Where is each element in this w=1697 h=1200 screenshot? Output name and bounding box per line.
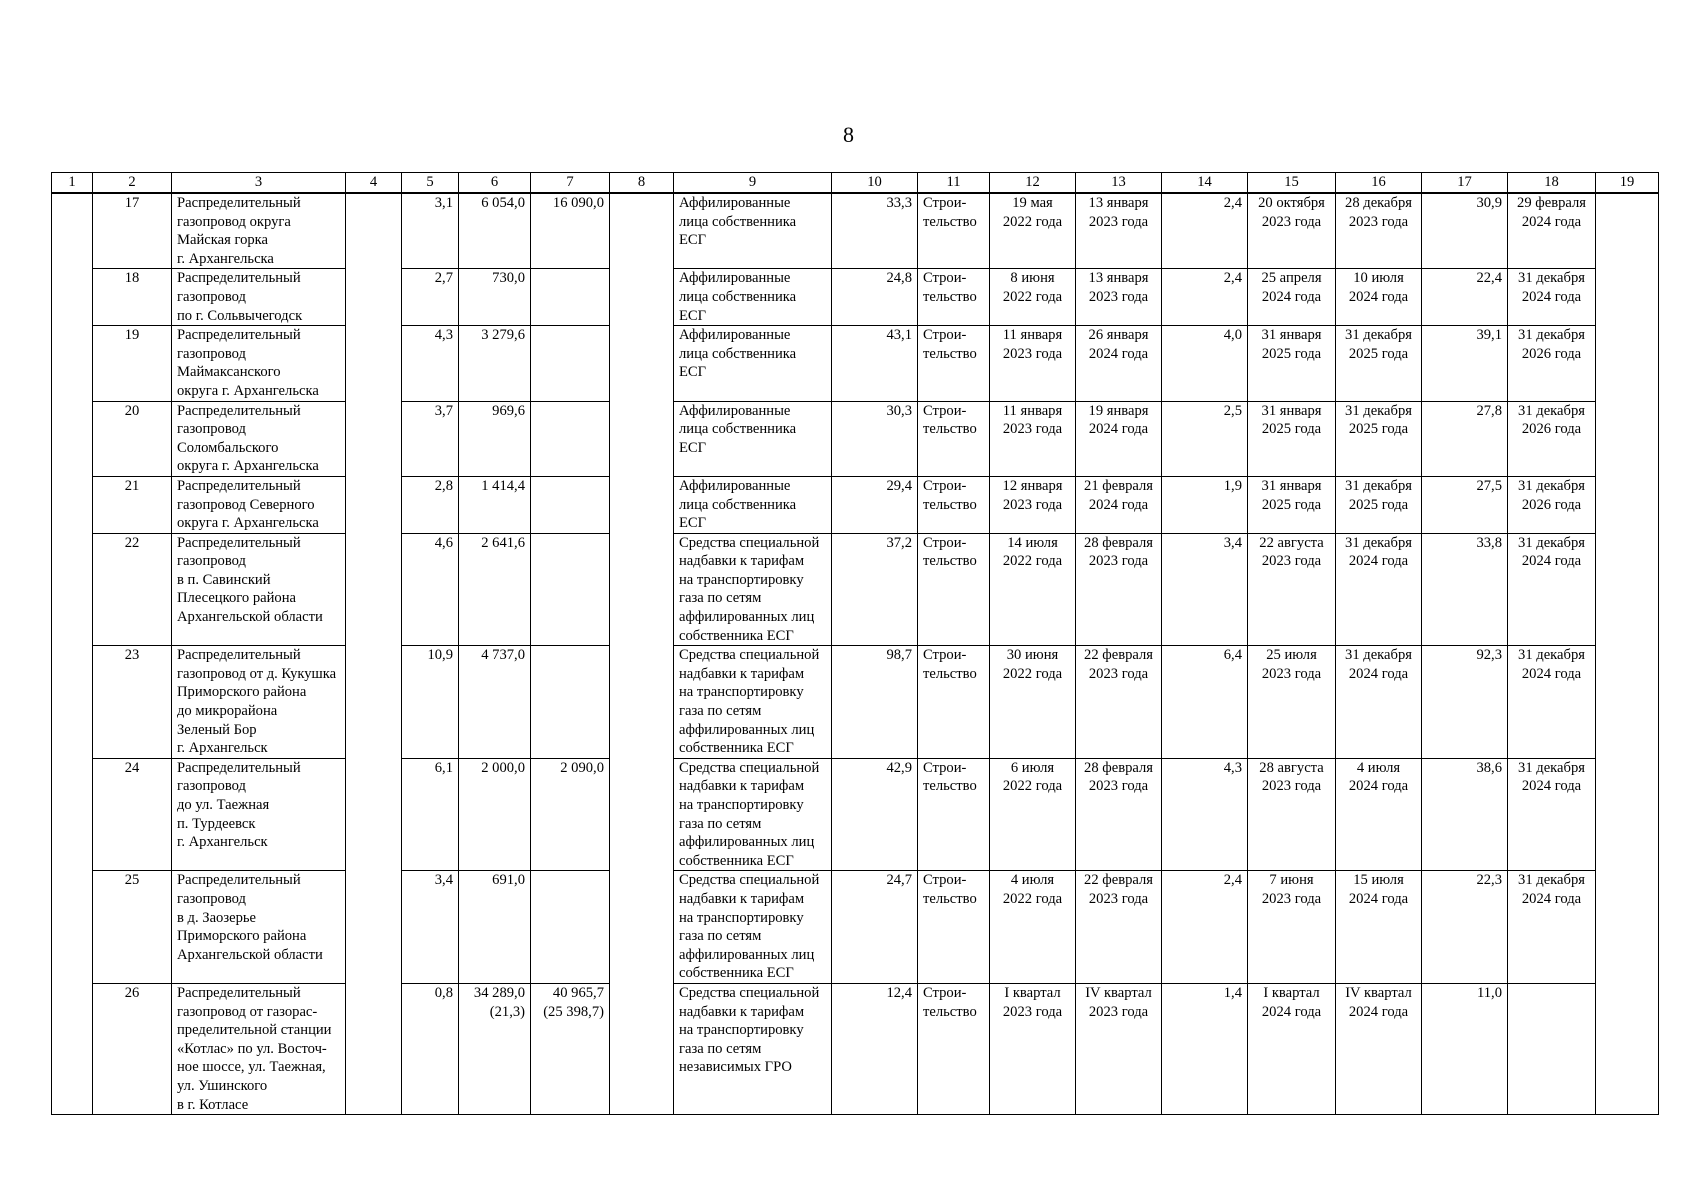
cell-col-10: 29,4 (832, 476, 918, 533)
column-header-19: 19 (1596, 173, 1659, 194)
column-header-12: 12 (990, 173, 1076, 194)
cell-col-18: 31 декабря 2024 года (1508, 533, 1596, 646)
cell-col-16: 28 декабря 2023 года (1336, 193, 1422, 269)
cell-col-14: 2,4 (1162, 269, 1248, 326)
table-row (52, 401, 1659, 476)
cell-col-16: 31 декабря 2024 года (1336, 533, 1422, 646)
cell-col-2: 18 (93, 269, 172, 326)
cell-col-2: 25 (93, 871, 172, 984)
cell-col-15: 7 июня 2023 года (1248, 871, 1336, 984)
cell-col-10: 42,9 (832, 758, 918, 871)
cell-col-14: 2,5 (1162, 401, 1248, 476)
cell-col-9: Аффилированные лица собственника ЕСГ (674, 476, 832, 533)
column-header-2: 2 (93, 173, 172, 194)
column-header-9: 9 (674, 173, 832, 194)
cell-col-10: 12,4 (832, 983, 918, 1114)
column-header-11: 11 (918, 173, 990, 194)
table-row (52, 193, 1659, 269)
cell-col-2: 26 (93, 983, 172, 1114)
column-header-7: 7 (531, 173, 610, 194)
cell-col-15: 31 января 2025 года (1248, 476, 1336, 533)
table-row (52, 269, 1659, 326)
cell-col-7: 16 090,0 (531, 193, 610, 269)
cell-col-3: Распределительный газопровод до ул. Таежная п. Турдеевск г. Архангельск (172, 758, 346, 871)
cell-col-9: Средства специальной надбавки к тарифам на транспортировку газа по сетям аффилированных лиц собственника ЕСГ (674, 646, 832, 759)
cell-col-7 (531, 871, 610, 984)
cell-col-10: 98,7 (832, 646, 918, 759)
cell-col-13: 13 января 2023 года (1076, 193, 1162, 269)
cell-col-3: Распределительный газопровод Северного округа г. Архангельска (172, 476, 346, 533)
cell-col-12: 11 января 2023 года (990, 401, 1076, 476)
cell-col-17: 33,8 (1422, 533, 1508, 646)
cell-col-14: 1,9 (1162, 476, 1248, 533)
cell-col-13: 22 февраля 2023 года (1076, 871, 1162, 984)
cell-col-16: 31 декабря 2025 года (1336, 326, 1422, 401)
cell-col-6: 969,6 (459, 401, 531, 476)
cell-col-6: 34 289,0 (21,3) (459, 983, 531, 1114)
cell-col-18: 31 декабря 2026 года (1508, 476, 1596, 533)
cell-col-18: 31 декабря 2024 года (1508, 646, 1596, 759)
cell-col-15: I квартал 2024 года (1248, 983, 1336, 1114)
column-header-14: 14 (1162, 173, 1248, 194)
column-4-empty-cell (346, 193, 402, 1115)
cell-col-7 (531, 646, 610, 759)
column-number-header-row (52, 173, 1659, 194)
cell-col-15: 20 октября 2023 года (1248, 193, 1336, 269)
cell-col-13: 13 января 2023 года (1076, 269, 1162, 326)
column-header-3: 3 (172, 173, 346, 194)
cell-col-17: 39,1 (1422, 326, 1508, 401)
cell-col-11: Строи- тельство (918, 269, 990, 326)
cell-col-18: 29 февраля 2024 года (1508, 193, 1596, 269)
cell-col-7 (531, 269, 610, 326)
column-header-15: 15 (1248, 173, 1336, 194)
cell-col-11: Строи- тельство (918, 646, 990, 759)
cell-col-10: 24,7 (832, 871, 918, 984)
cell-col-10: 24,8 (832, 269, 918, 326)
page-number: 8 (843, 122, 854, 147)
cell-col-3: Распределительный газопровод от д. Кукушка Приморского района до микрорайона Зеленый Бор г. Архангельск (172, 646, 346, 759)
cell-col-17: 92,3 (1422, 646, 1508, 759)
cell-col-18: 31 декабря 2024 года (1508, 758, 1596, 871)
cell-col-5: 2,7 (402, 269, 459, 326)
cell-col-12: 30 июня 2022 года (990, 646, 1076, 759)
table-row (52, 983, 1659, 1114)
cell-col-11: Строи- тельство (918, 758, 990, 871)
cell-col-12: 19 мая 2022 года (990, 193, 1076, 269)
cell-col-18 (1508, 983, 1596, 1114)
cell-col-17: 38,6 (1422, 758, 1508, 871)
cell-col-14: 2,4 (1162, 193, 1248, 269)
cell-col-14: 6,4 (1162, 646, 1248, 759)
cell-col-15: 22 августа 2023 года (1248, 533, 1336, 646)
table-row (52, 476, 1659, 533)
cell-col-10: 33,3 (832, 193, 918, 269)
cell-col-12: 14 июля 2022 года (990, 533, 1076, 646)
cell-col-5: 10,9 (402, 646, 459, 759)
cell-col-14: 4,3 (1162, 758, 1248, 871)
cell-col-12: 11 января 2023 года (990, 326, 1076, 401)
cell-col-6: 691,0 (459, 871, 531, 984)
cell-col-13: 22 февраля 2023 года (1076, 646, 1162, 759)
cell-col-7: 2 090,0 (531, 758, 610, 871)
table-row (52, 533, 1659, 646)
cell-col-3: Распределительный газопровод округа Майская горка г. Архангельска (172, 193, 346, 269)
cell-col-18: 31 декабря 2024 года (1508, 871, 1596, 984)
cell-col-6: 6 054,0 (459, 193, 531, 269)
cell-col-15: 25 апреля 2024 года (1248, 269, 1336, 326)
cell-col-16: 31 декабря 2025 года (1336, 401, 1422, 476)
table-row (52, 871, 1659, 984)
column-8-empty-cell (610, 193, 674, 1115)
column-header-5: 5 (402, 173, 459, 194)
cell-col-16: IV квартал 2024 года (1336, 983, 1422, 1114)
cell-col-11: Строи- тельство (918, 533, 990, 646)
cell-col-14: 1,4 (1162, 983, 1248, 1114)
column-1-empty-cell (52, 193, 93, 1115)
cell-col-10: 37,2 (832, 533, 918, 646)
cell-col-2: 24 (93, 758, 172, 871)
cell-col-9: Аффилированные лица собственника ЕСГ (674, 326, 832, 401)
cell-col-6: 730,0 (459, 269, 531, 326)
cell-col-7 (531, 533, 610, 646)
cell-col-6: 2 000,0 (459, 758, 531, 871)
cell-col-9: Средства специальной надбавки к тарифам на транспортировку газа по сетям независимых ГРО (674, 983, 832, 1114)
column-19-empty-cell (1596, 193, 1659, 1115)
cell-col-12: 6 июля 2022 года (990, 758, 1076, 871)
cell-col-5: 4,3 (402, 326, 459, 401)
cell-col-18: 31 декабря 2026 года (1508, 326, 1596, 401)
table-row (52, 646, 1659, 759)
cell-col-9: Аффилированные лица собственника ЕСГ (674, 401, 832, 476)
cell-col-15: 31 января 2025 года (1248, 326, 1336, 401)
cell-col-16: 4 июля 2024 года (1336, 758, 1422, 871)
cell-col-3: Распределительный газопровод от газорас- пределительной станции «Котлас» по ул. Восточ- ное шоссе, ул. Таежная, ул. Ушинского в г. Котласе (172, 983, 346, 1114)
cell-col-11: Строи- тельство (918, 401, 990, 476)
cell-col-12: I квартал 2023 года (990, 983, 1076, 1114)
cell-col-3: Распределительный газопровод Соломбальского округа г. Архангельска (172, 401, 346, 476)
cell-col-17: 22,3 (1422, 871, 1508, 984)
cell-col-5: 4,6 (402, 533, 459, 646)
cell-col-3: Распределительный газопровод в п. Савинский Плесецкого района Архангельской области (172, 533, 346, 646)
cell-col-18: 31 декабря 2024 года (1508, 269, 1596, 326)
cell-col-6: 1 414,4 (459, 476, 531, 533)
projects-table (51, 172, 1659, 1115)
cell-col-11: Строи- тельство (918, 326, 990, 401)
cell-col-9: Аффилированные лица собственника ЕСГ (674, 193, 832, 269)
cell-col-3: Распределительный газопровод по г. Сольвычегодск (172, 269, 346, 326)
column-header-8: 8 (610, 173, 674, 194)
column-header-17: 17 (1422, 173, 1508, 194)
cell-col-2: 22 (93, 533, 172, 646)
cell-col-2: 21 (93, 476, 172, 533)
cell-col-5: 3,7 (402, 401, 459, 476)
column-header-4: 4 (346, 173, 402, 194)
cell-col-11: Строи- тельство (918, 476, 990, 533)
cell-col-9: Средства специальной надбавки к тарифам на транспортировку газа по сетям аффилированных лиц собственника ЕСГ (674, 758, 832, 871)
cell-col-14: 2,4 (1162, 871, 1248, 984)
column-header-1: 1 (52, 173, 93, 194)
cell-col-13: 21 февраля 2024 года (1076, 476, 1162, 533)
cell-col-11: Строи- тельство (918, 983, 990, 1114)
cell-col-13: 26 января 2024 года (1076, 326, 1162, 401)
cell-col-16: 31 декабря 2025 года (1336, 476, 1422, 533)
column-header-6: 6 (459, 173, 531, 194)
cell-col-13: 28 февраля 2023 года (1076, 533, 1162, 646)
column-header-10: 10 (832, 173, 918, 194)
cell-col-16: 10 июля 2024 года (1336, 269, 1422, 326)
cell-col-16: 31 декабря 2024 года (1336, 646, 1422, 759)
cell-col-3: Распределительный газопровод в д. Заозерье Приморского района Архангельской области (172, 871, 346, 984)
table-row (52, 758, 1659, 871)
cell-col-7 (531, 326, 610, 401)
cell-col-2: 20 (93, 401, 172, 476)
cell-col-17: 27,8 (1422, 401, 1508, 476)
column-header-18: 18 (1508, 173, 1596, 194)
cell-col-7 (531, 401, 610, 476)
cell-col-5: 0,8 (402, 983, 459, 1114)
cell-col-13: 19 января 2024 года (1076, 401, 1162, 476)
cell-col-2: 19 (93, 326, 172, 401)
cell-col-17: 11,0 (1422, 983, 1508, 1114)
column-header-13: 13 (1076, 173, 1162, 194)
cell-col-5: 6,1 (402, 758, 459, 871)
cell-col-2: 17 (93, 193, 172, 269)
cell-col-7 (531, 476, 610, 533)
cell-col-12: 8 июня 2022 года (990, 269, 1076, 326)
cell-col-11: Строи- тельство (918, 193, 990, 269)
cell-col-12: 4 июля 2022 года (990, 871, 1076, 984)
cell-col-3: Распределительный газопровод Маймаксанского округа г. Архангельска (172, 326, 346, 401)
cell-col-9: Аффилированные лица собственника ЕСГ (674, 269, 832, 326)
cell-col-18: 31 декабря 2026 года (1508, 401, 1596, 476)
cell-col-6: 3 279,6 (459, 326, 531, 401)
cell-col-17: 22,4 (1422, 269, 1508, 326)
cell-col-13: IV квартал 2023 года (1076, 983, 1162, 1114)
cell-col-5: 2,8 (402, 476, 459, 533)
cell-col-14: 3,4 (1162, 533, 1248, 646)
cell-col-9: Средства специальной надбавки к тарифам на транспортировку газа по сетям аффилированных лиц собственника ЕСГ (674, 533, 832, 646)
table-row (52, 326, 1659, 401)
cell-col-15: 28 августа 2023 года (1248, 758, 1336, 871)
cell-col-15: 25 июля 2023 года (1248, 646, 1336, 759)
cell-col-11: Строи- тельство (918, 871, 990, 984)
cell-col-12: 12 января 2023 года (990, 476, 1076, 533)
cell-col-10: 30,3 (832, 401, 918, 476)
column-header-16: 16 (1336, 173, 1422, 194)
cell-col-5: 3,1 (402, 193, 459, 269)
cell-col-9: Средства специальной надбавки к тарифам на транспортировку газа по сетям аффилированных лиц собственника ЕСГ (674, 871, 832, 984)
cell-col-2: 23 (93, 646, 172, 759)
cell-col-10: 43,1 (832, 326, 918, 401)
cell-col-17: 27,5 (1422, 476, 1508, 533)
cell-col-17: 30,9 (1422, 193, 1508, 269)
cell-col-7: 40 965,7 (25 398,7) (531, 983, 610, 1114)
cell-col-16: 15 июля 2024 года (1336, 871, 1422, 984)
cell-col-13: 28 февраля 2023 года (1076, 758, 1162, 871)
cell-col-14: 4,0 (1162, 326, 1248, 401)
cell-col-6: 4 737,0 (459, 646, 531, 759)
cell-col-15: 31 января 2025 года (1248, 401, 1336, 476)
cell-col-6: 2 641,6 (459, 533, 531, 646)
cell-col-5: 3,4 (402, 871, 459, 984)
